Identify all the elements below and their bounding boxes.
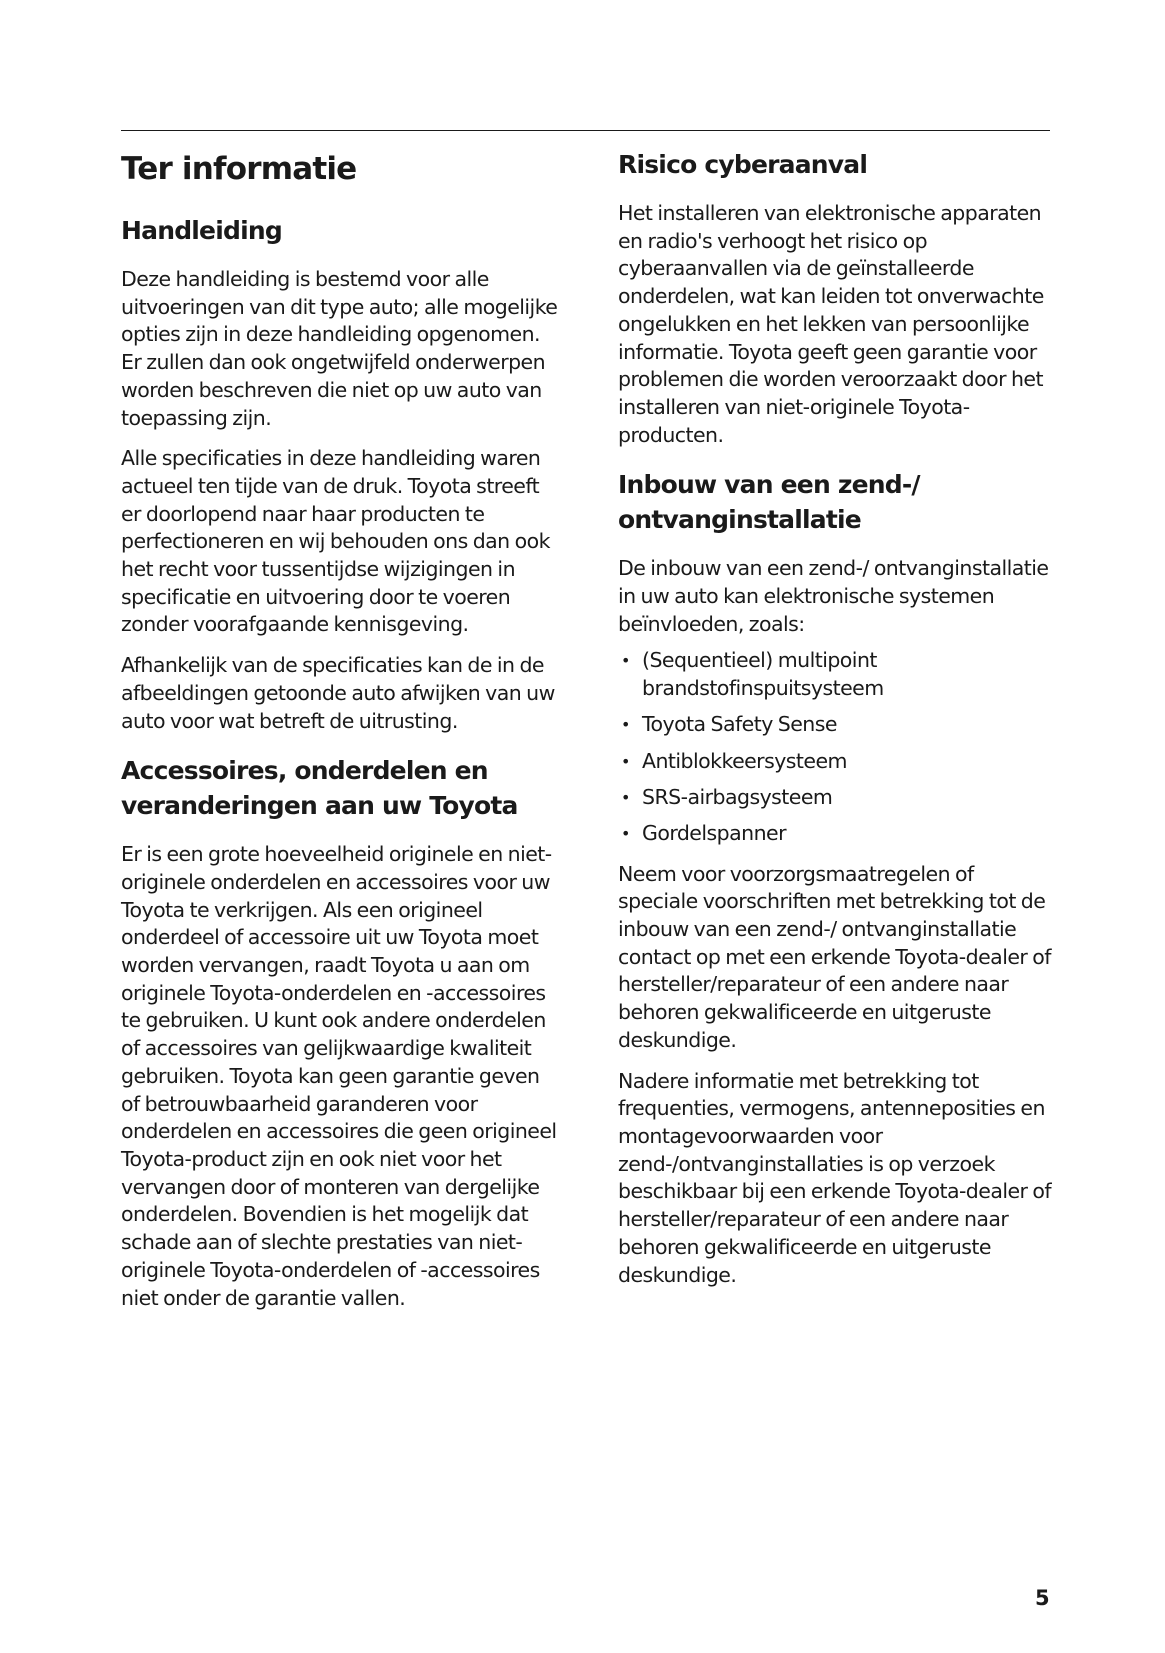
systems-list xyxy=(618,647,1058,847)
bullet-icon: • xyxy=(621,787,630,807)
heading-risico-cyberaanval: Risico cyberaanval xyxy=(618,150,868,179)
cyber-paragraph: Het installeren van elektronische apparaten en radio's verhoogt het risico op cyberaanvallen via de geïnstalleerde onderdelen, wat kan leiden tot onverwachte ongelukken en het lekken van persoonlijke informatie. Toyota geeft geen garantie voor problemen die worden veroorzaakt door het installeren van niet-originele Toyota-producten. xyxy=(618,201,1044,447)
inbouw-paragraph-2: Nadere informatie met betrekking tot frequenties, vermogens, antenneposities en montagevoorwaarden voor zend-/ontvanginstallaties is op verzoek beschikbaar bij een erkende Toyota-dealer of hersteller/reparateur of een andere naar behoren gekwalificeerde en uitgeruste deskundige. xyxy=(618,1068,1052,1287)
list-item: • Gordelspanner xyxy=(618,820,1058,848)
bullet-icon: • xyxy=(621,751,630,771)
handleiding-paragraph-2: Alle specificaties in deze handleiding waren actueel ten tijde van de druk. Toyota streeft er doorlopend naar haar producten te perfectioneren en wij behouden ons dan ook het recht voor tussentijdse wijzigingen in specificatie en uitvoering door te voeren zonder voorafgaande kennisgeving. xyxy=(121,446,550,637)
page-title: Ter informatie xyxy=(121,151,357,187)
list-item: • (Sequentieel) multipoint brandstofinspuitsysteem xyxy=(621,648,884,701)
bullet-icon: • xyxy=(621,651,630,671)
accessoires-paragraph: Er is een grote hoeveelheid originele en niet-originele onderdelen en accessoires voor uw Toyota te verkrijgen. Als een origineel onderdeel of accessoire uit uw Toyota moet worden vervangen, raadt Toyota u aan om originele Toyota-onderdelen en -accessoires te gebruiken. U kunt ook andere onderdelen of accessoires van gelijkwaardige kwaliteit gebruiken. Toyota kan geen garantie geven of betrouwbaarheid garanderen voor onderdelen en accessoires die geen origineel Toyota-product zijn en ook niet voor het vervangen door of monteren van dergelijke onderdelen. Bovendien is het mogelijk dat schade aan of slechte prestaties van niet-originele Toyota-onderdelen of -accessoires niet onder de garantie vallen. xyxy=(121,842,557,1310)
heading-handleiding: Handleiding xyxy=(121,216,282,245)
bullet-icon: • xyxy=(621,715,630,735)
handleiding-paragraph-3: Afhankelijk van de specificaties kan de in de afbeeldingen getoonde auto afwijken van uw auto voor wat betreft de uitrusting. xyxy=(121,653,555,733)
top-rule xyxy=(121,130,1050,131)
heading-inbouw: Inbouw van een zend-/ ontvanginstallatie xyxy=(618,470,920,535)
heading-accessoires: Accessoires, onderdelen en veranderingen aan uw Toyota xyxy=(121,756,518,821)
list-item: • Toyota Safety Sense xyxy=(618,711,1058,739)
page-number: 5 xyxy=(1035,1586,1050,1610)
left-column xyxy=(121,141,558,1312)
list-item: • SRS-airbagsysteem xyxy=(618,784,1058,812)
list-item: • Antiblokkeersysteem xyxy=(618,748,1058,776)
inbouw-intro: De inbouw van een zend-/ ontvanginstallatie in uw auto kan elektronische systemen beïnvloeden, zoals: xyxy=(618,556,1049,636)
right-column xyxy=(618,141,1058,1289)
handleiding-paragraph-1: Deze handleiding is bestemd voor alle uitvoeringen van dit type auto; alle mogelijke opties zijn in deze handleiding opgenomen. Er zullen dan ook ongetwijfeld onderwerpen worden beschreven die niet op uw auto van toepassing zijn. xyxy=(121,267,558,430)
inbouw-paragraph-1: Neem voor voorzorgsmaatregelen of speciale voorschriften met betrekking tot de inbouw van een zend-/ ontvanginstallatie contact op met een erkende Toyota-dealer of hersteller/reparateur of een andere naar behoren gekwalificeerde en uitgeruste deskundige. xyxy=(618,861,1051,1052)
bullet-icon: • xyxy=(621,823,630,843)
